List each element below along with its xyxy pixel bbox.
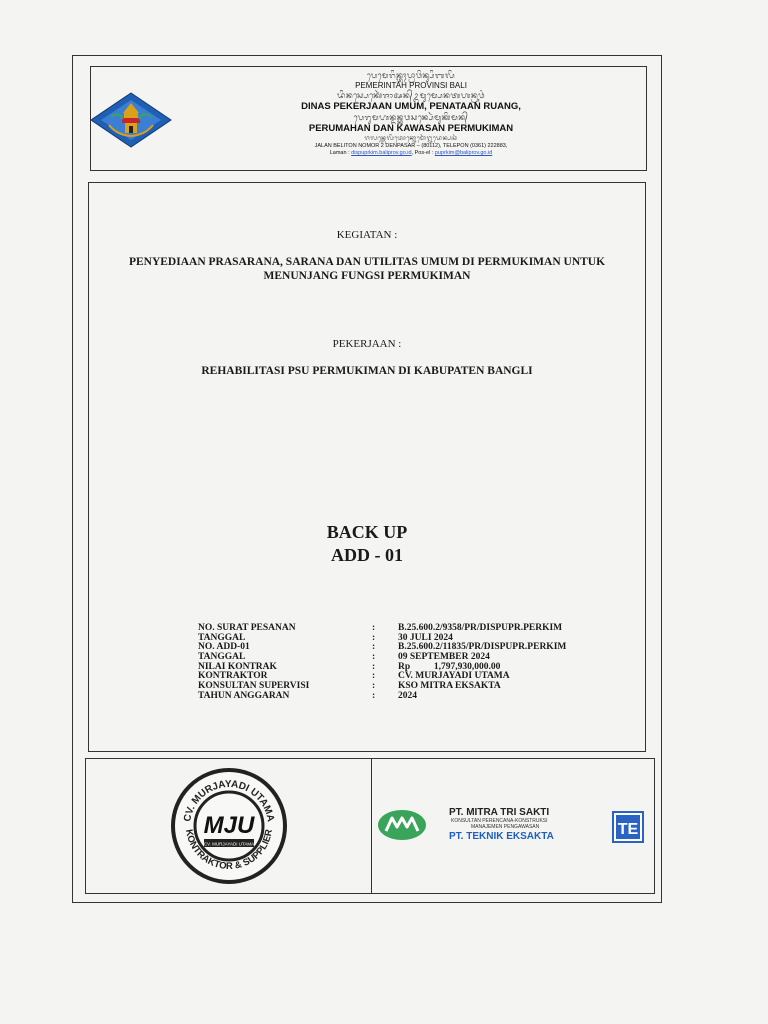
mitra-tri-sakti-desc1: KONSULTAN PERENCANA-KONSTRUKSI xyxy=(451,818,548,824)
info-separator: : xyxy=(372,671,376,682)
teknik-eksakta-logo-icon xyxy=(612,811,644,843)
government-name: PEMERINTAH PROVINSI BALI xyxy=(355,81,467,90)
info-label: NO. SURAT PESANAN xyxy=(198,623,296,633)
agency-contact xyxy=(221,150,601,157)
contractor-stamp-icon xyxy=(170,767,288,885)
balinese-script-line: ᬚᬮᬦ᭄ᬩᬾᬮᬶᬢᭀᬦ᭄ᬦᭀᬫᭀᬃ᭒ᬤᬾᬦ᭄ᬧᬲᬃ xyxy=(364,136,458,142)
email-label: , Pos-el : xyxy=(411,150,434,156)
info-separator: : xyxy=(372,681,376,692)
teknik-eksakta-name: PT. TEKNIK EKSAKTA xyxy=(449,831,554,842)
info-value: 2024 xyxy=(398,690,417,701)
consultant-names xyxy=(449,807,554,842)
info-value: B.25.600.2/11835/PR/DISPUPR.PERKIM xyxy=(398,642,567,653)
info-separator: : xyxy=(372,661,376,672)
document-frame xyxy=(72,55,662,903)
kegiatan-title-line1: PENYEDIAAN PRASARANA, SARANA DAN UTILITAS UMUM DI PERMUKIMAN UNTUK xyxy=(128,256,606,268)
info-separator: : xyxy=(372,642,376,653)
document-title xyxy=(89,521,645,567)
info-value: Rp 1,797,930,000.00 xyxy=(398,661,501,672)
cover-content xyxy=(88,182,646,752)
info-value: 30 JULI 2024 xyxy=(398,632,453,643)
mitra-tri-sakti-logo-icon xyxy=(377,809,427,841)
bali-province-emblem-icon xyxy=(89,91,173,149)
info-separator: : xyxy=(372,652,376,663)
pekerjaan-title: REHABILITASI PSU PERMUKIMAN DI KABUPATEN BANGLI xyxy=(201,365,533,377)
pekerjaan-label: PEKERJAAN : xyxy=(332,338,402,350)
balinese-script-line: ᬧᬾᬭᬸᬫᬳᬦ᭄ᬤᬦ᭄ᬓᬯᬲᬦ᭄ᬧᬾᬃᬫᬸᬓᬶᬫᬦ᭄ xyxy=(353,113,469,122)
info-value: B.25.600.2/9358/PR/DISPUPR.PERKIM xyxy=(398,623,563,633)
website-label: Laman : xyxy=(329,150,350,156)
email-link[interactable]: puprkim@baliprov.go.id xyxy=(434,150,493,156)
kegiatan-title xyxy=(89,255,645,283)
letterhead xyxy=(90,66,647,171)
mitra-tri-sakti-name: PT. MITRA TRI SAKTI xyxy=(449,807,550,818)
stamp-small-text: CV. MURJAYADI UTAMA xyxy=(203,841,255,847)
info-separator: : xyxy=(372,632,376,643)
info-label: KONTRAKTOR xyxy=(198,671,268,682)
info-label: TAHUN ANGGARAN xyxy=(198,690,290,701)
info-label: KONSULTAN SUPERVISI xyxy=(198,681,310,692)
stamp-text-bottom: KONTRAKTOR & SUPPLIER xyxy=(183,828,275,873)
info-value: 09 SEPTEMBER 2024 xyxy=(398,652,490,663)
balinese-script-line: ᬧᬾᬫᬾᬭᬶᬦ᭄ᬢᬄᬧ᭄ᬭᬵᬯᬶᬦ᭄ᬲᬶᬩᬮᬶ xyxy=(366,71,456,80)
stamp-text-top: CV. MURJAYADI UTAMA xyxy=(182,778,276,823)
info-value: CV. MURJAYADI UTAMA xyxy=(398,671,510,682)
addendum-title: ADD - 01 xyxy=(331,545,403,565)
agency-name-line1: DINAS PEKERJAAN UMUM, PENATAAN RUANG, xyxy=(301,101,521,112)
mitra-tri-sakti-desc2: MANAJEMEN PENGAWASAN xyxy=(471,824,540,830)
agency-address: JALAN BELITON NOMOR 2 DENPASAR – (80112), TELEPON (0361) 222883, xyxy=(314,143,508,149)
info-value: KSO MITRA EKSAKTA xyxy=(398,681,501,692)
letterhead-text xyxy=(221,71,601,157)
consultant-logos xyxy=(371,759,656,893)
stamp-mark: MJU xyxy=(203,812,255,839)
info-label: NO. ADD-01 xyxy=(198,642,250,653)
backup-title: BACK UP xyxy=(326,522,408,542)
info-label: NILAI KONTRAK xyxy=(198,661,277,672)
kegiatan-label: KEGIATAN : xyxy=(336,229,398,241)
balinese-script-line: ᬤᬶᬦᬲ᭄ᬧᬾᬓᬾᬃᬚᬵᬅᬦ᭄ᬉᬫᬸᬫ᭄ᬧᬾᬦᬢᬳᬦ᭄ᬭᬸᬯᬂ xyxy=(336,91,486,100)
kegiatan-title-line2: MENUNJANG FUNGSI PERMUKIMAN xyxy=(263,270,471,282)
agency-name-line2: PERUMAHAN DAN KAWASAN PERMUKIMAN xyxy=(308,123,514,134)
teknik-eksakta-mark: TE xyxy=(617,821,639,838)
info-label: TANGGAL xyxy=(198,632,246,643)
info-separator: : xyxy=(372,623,376,633)
signature-footer xyxy=(85,758,655,894)
website-link[interactable]: dispuprkim.baliprov.go.id xyxy=(351,150,412,156)
info-label: TANGGAL xyxy=(198,652,246,663)
info-separator: : xyxy=(372,690,376,701)
